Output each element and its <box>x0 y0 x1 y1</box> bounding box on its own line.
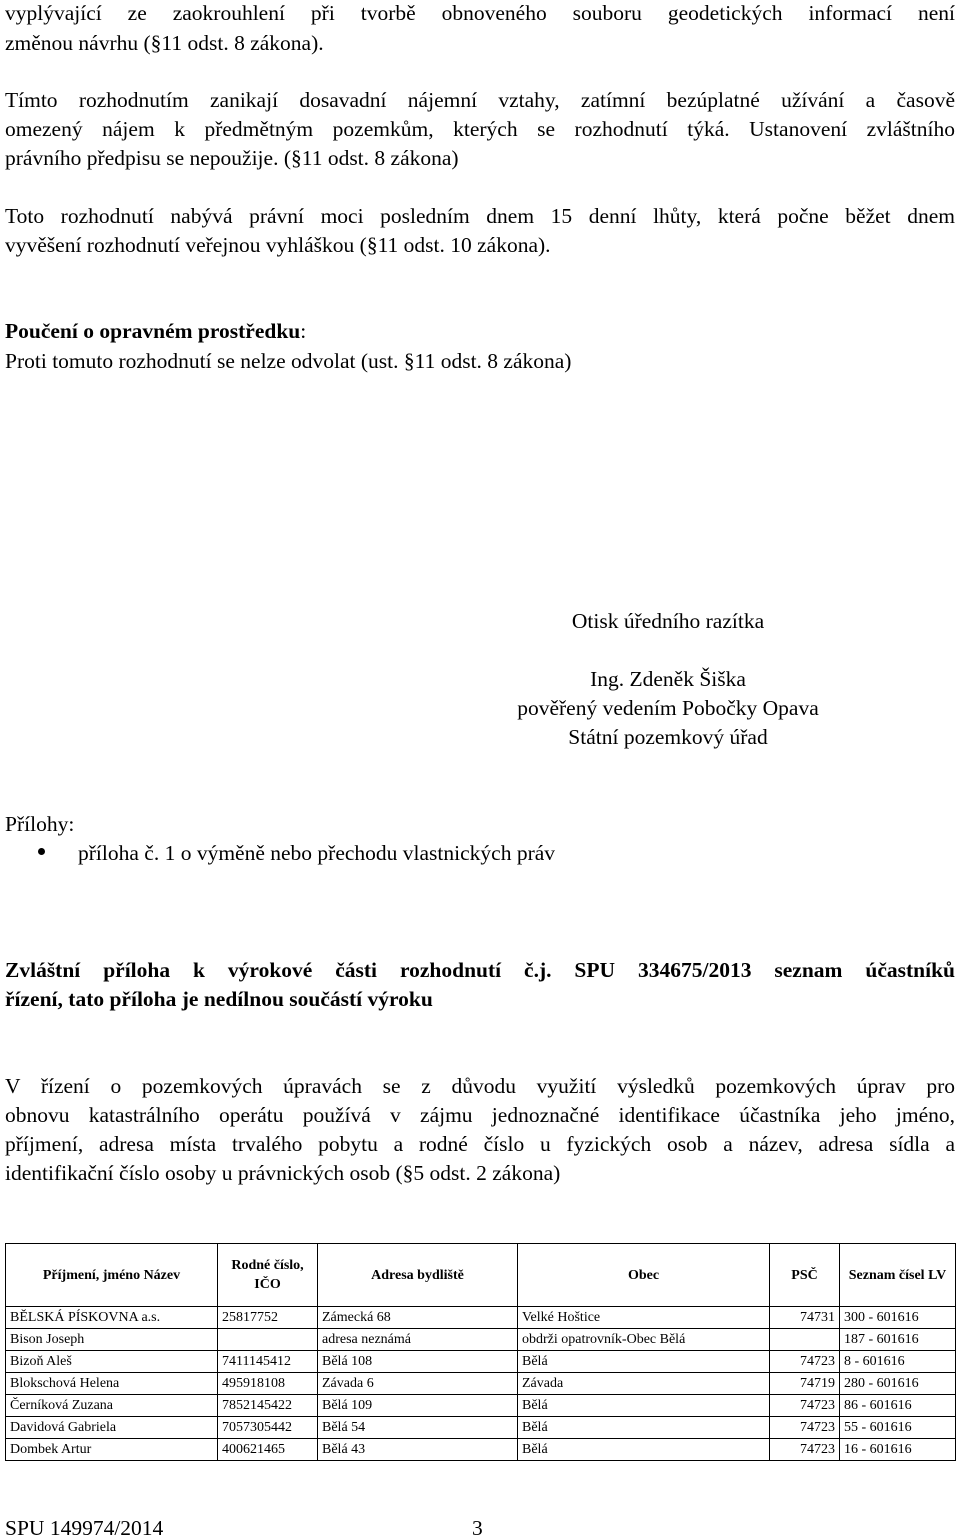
cell-id <box>218 1329 318 1351</box>
header-town: Obec <box>518 1244 770 1307</box>
cell-id: 7411145412 <box>218 1351 318 1373</box>
cell-town: Bělá <box>518 1351 770 1373</box>
header-lv: Seznam čísel LV <box>840 1244 956 1307</box>
table-row <box>6 1439 956 1461</box>
paragraph-2-line-1: Tímto rozhodnutím zanikají dosavadní nájemní vztahy, zatímní bezúplatné užívání a časově <box>5 88 955 112</box>
cell-lv: 86 - 601616 <box>840 1395 956 1417</box>
paragraph-1-line-2: změnou návrhu (§11 odst. 8 zákona). <box>5 31 324 55</box>
cell-id: 7057305442 <box>218 1417 318 1439</box>
footer-reference: SPU 149974/2014 <box>5 1516 164 1540</box>
bullet-icon <box>38 848 45 855</box>
signatory-name: Ing. Zdeněk Šiška <box>590 667 746 691</box>
cell-id: 400621465 <box>218 1439 318 1461</box>
signatory-role: pověřený vedením Pobočky Opava <box>517 696 819 720</box>
header-name: Příjmení, jméno Název <box>6 1244 218 1307</box>
cell-name: Blokschová Helena <box>6 1373 218 1395</box>
cell-name: Bizoň Aleš <box>6 1351 218 1373</box>
special-attachment-heading-line-2: řízení, tato příloha je nedílnou součástí výroku <box>5 987 433 1011</box>
paragraph-3-line-2: vyvěšení rozhodnutí veřejnou vyhláškou (§11 odst. 10 zákona). <box>5 233 551 257</box>
cell-town: Závada <box>518 1373 770 1395</box>
cell-name: Dombek Artur <box>6 1439 218 1461</box>
cell-lv: 300 - 601616 <box>840 1307 956 1329</box>
cell-name: Bison Joseph <box>6 1329 218 1351</box>
cell-address: Bělá 54 <box>318 1417 518 1439</box>
cell-town: Bělá <box>518 1439 770 1461</box>
table-row <box>6 1417 956 1439</box>
cell-id: 25817752 <box>218 1307 318 1329</box>
paragraph-4-line-3: příjmení, adresa místa trvalého pobytu a rodné číslo u fyzických osob a název, adresa sídla a <box>5 1132 955 1156</box>
remedy-colon: : <box>300 319 307 343</box>
cell-id: 7852145422 <box>218 1395 318 1417</box>
cell-name: Davidová Gabriela <box>6 1417 218 1439</box>
signatory-office: Státní pozemkový úřad <box>568 725 768 749</box>
cell-town: Bělá <box>518 1417 770 1439</box>
cell-psc: 74723 <box>770 1439 840 1461</box>
cell-address: Závada 6 <box>318 1373 518 1395</box>
paragraph-1-line-1: vyplývající ze zaokrouhlení při tvorbě obnoveného souboru geodetických informací není <box>5 1 955 25</box>
stamp-placeholder: Otisk úředního razítka <box>571 609 765 633</box>
cell-psc: 74723 <box>770 1351 840 1373</box>
header-psc: PSČ <box>770 1244 840 1307</box>
table-row <box>6 1373 956 1395</box>
cell-psc: 74723 <box>770 1417 840 1439</box>
cell-address: Bělá 108 <box>318 1351 518 1373</box>
cell-lv: 187 - 601616 <box>840 1329 956 1351</box>
paragraph-4-line-1: V řízení o pozemkových úpravách se z důvodu využití výsledků pozemkových úprav pro <box>5 1074 955 1098</box>
remedy-heading-line <box>5 318 306 344</box>
cell-lv: 55 - 601616 <box>840 1417 956 1439</box>
cell-address: Bělá 109 <box>318 1395 518 1417</box>
special-attachment-heading-line-1: Zvláštní příloha k výrokové části rozhodnutí č.j. SPU 334675/2013 seznam účastníků <box>5 958 955 982</box>
cell-name: Černíková Zuzana <box>6 1395 218 1417</box>
attachment-item: příloha č. 1 o výměně nebo přechodu vlastnických práv <box>78 841 556 865</box>
table-row <box>6 1351 956 1373</box>
paragraph-2-line-3: právního předpisu se nepoužije. (§11 odst. 8 zákona) <box>5 146 459 170</box>
table-row <box>6 1329 956 1351</box>
table-row <box>6 1395 956 1417</box>
attachments-label: Přílohy: <box>5 812 75 836</box>
cell-lv: 280 - 601616 <box>840 1373 956 1395</box>
header-id: Rodné číslo, IČO <box>218 1244 318 1307</box>
paragraph-4-line-4: identifikační číslo osoby u právnických osob (§5 odst. 2 zákona) <box>5 1161 561 1185</box>
cell-name: BĚLSKÁ PÍSKOVNA a.s. <box>6 1307 218 1329</box>
cell-address: Zámecká 68 <box>318 1307 518 1329</box>
cell-lv: 8 - 601616 <box>840 1351 956 1373</box>
cell-address: Bělá 43 <box>318 1439 518 1461</box>
cell-lv: 16 - 601616 <box>840 1439 956 1461</box>
cell-psc <box>770 1329 840 1351</box>
participants-table <box>5 1243 956 1461</box>
cell-psc: 74719 <box>770 1373 840 1395</box>
header-address: Adresa bydliště <box>318 1244 518 1307</box>
table-row <box>6 1307 956 1329</box>
table-header-row <box>6 1244 956 1307</box>
paragraph-4-line-2: obnovu katastrálního operátu používá v zájmu jednoznačné identifikace účastníka jeho jméno, <box>5 1103 955 1127</box>
cell-town: obdrži opatrovník-Obec Bělá <box>518 1329 770 1351</box>
cell-address: adresa neznámá <box>318 1329 518 1351</box>
remedy-heading: Poučení o opravném prostředku <box>5 319 301 343</box>
cell-psc: 74723 <box>770 1395 840 1417</box>
cell-psc: 74731 <box>770 1307 840 1329</box>
paragraph-2-line-2: omezený nájem k předmětným pozemkům, kterých se rozhodnutí týká. Ustanovení zvláštního <box>5 117 955 141</box>
cell-town: Bělá <box>518 1395 770 1417</box>
cell-id: 495918108 <box>218 1373 318 1395</box>
remedy-text: Proti tomuto rozhodnutí se nelze odvolat (ust. §11 odst. 8 zákona) <box>5 349 572 373</box>
page-number: 3 <box>472 1516 483 1540</box>
paragraph-3-line-1: Toto rozhodnutí nabývá právní moci posledním dnem 15 denní lhůty, která počne běžet dnem <box>5 204 955 228</box>
cell-town: Velké Hoštice <box>518 1307 770 1329</box>
